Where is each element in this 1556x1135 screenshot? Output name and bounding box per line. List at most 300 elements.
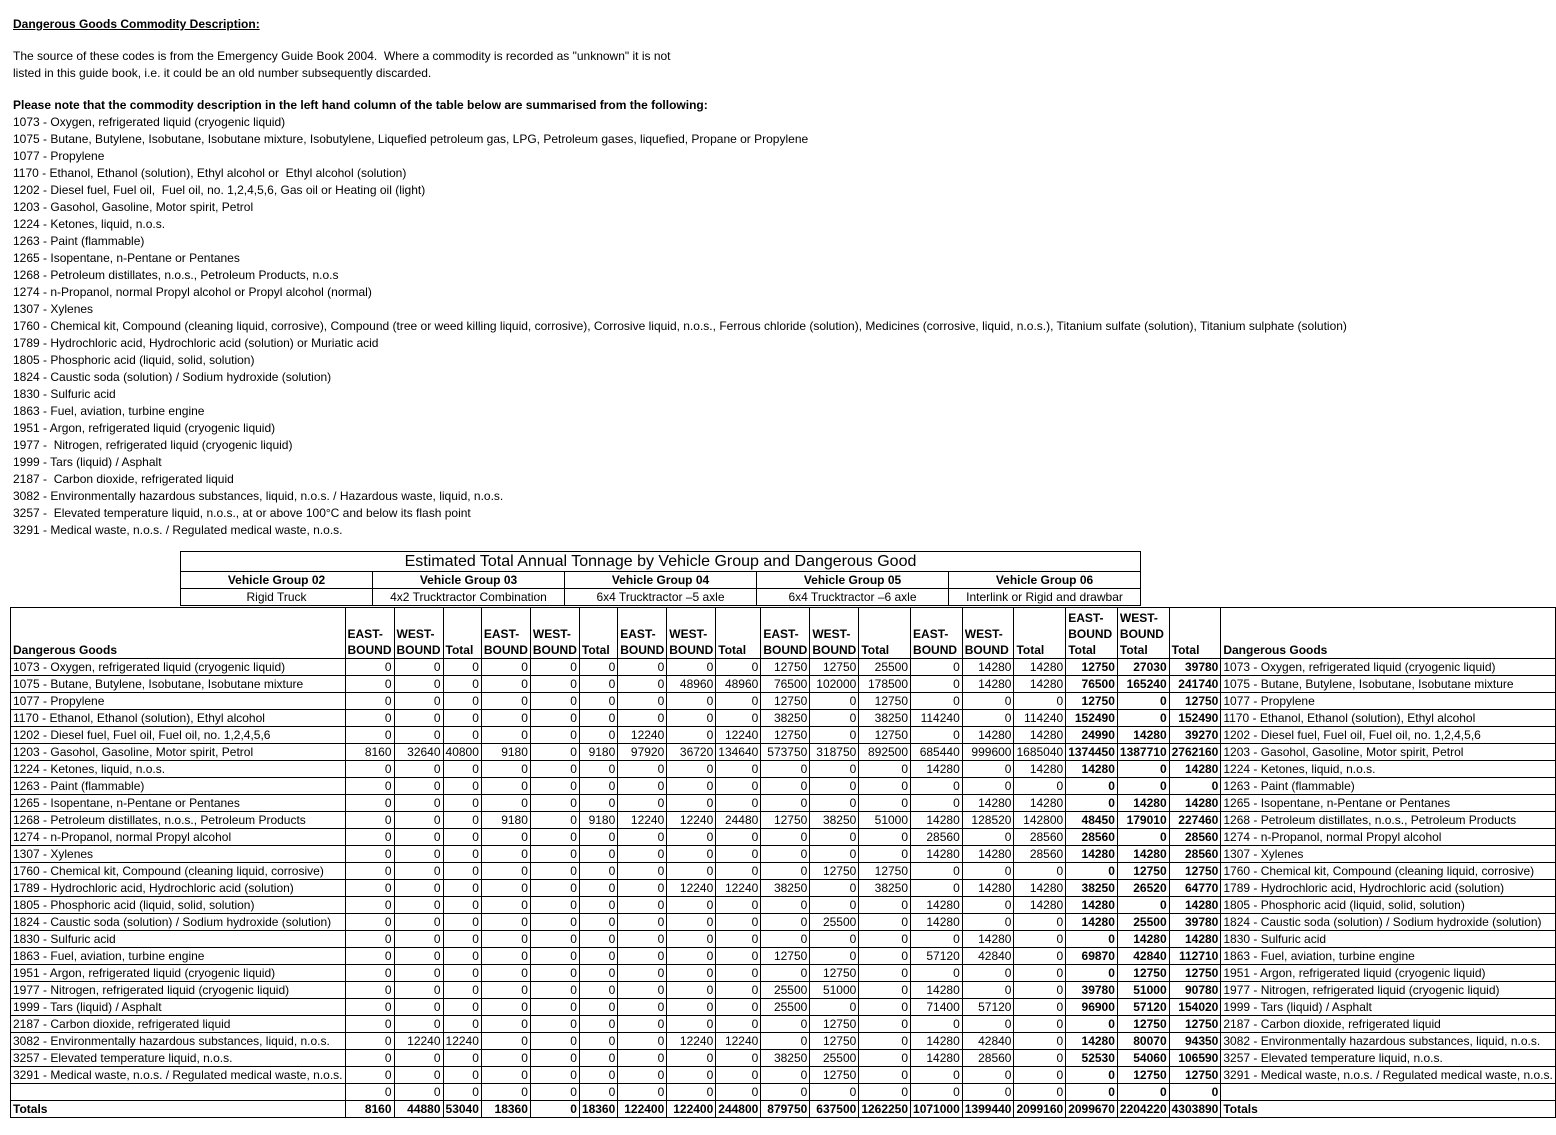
cell-value: 14280 — [1066, 914, 1118, 931]
col-header-east-total: EAST- BOUND Total — [1066, 608, 1118, 659]
cell-value: 12750 — [1169, 1067, 1221, 1084]
col-header-grand-total: Total — [1169, 608, 1221, 659]
cell-value: 0 — [481, 676, 530, 693]
cell-value: 0 — [911, 880, 963, 897]
cell-value: 0 — [911, 863, 963, 880]
cell-value: 12750 — [810, 1016, 859, 1033]
cell-value: 14280 — [911, 914, 963, 931]
cell-value: 14280 — [1169, 897, 1221, 914]
table-row — [11, 778, 1556, 795]
table-row — [11, 795, 1556, 812]
cell-value: 0 — [443, 1067, 481, 1084]
cell-value: 0 — [716, 931, 761, 948]
cell-value: 0 — [530, 659, 579, 676]
cell-value: 0 — [394, 931, 443, 948]
cell-value: 12750 — [1066, 693, 1118, 710]
row-label: 1977 - Nitrogen, refrigerated liquid (cryogenic liquid) — [11, 982, 346, 999]
total-value: 8160 — [345, 1101, 394, 1118]
cell-value: 69870 — [1066, 948, 1118, 965]
table-row — [11, 846, 1556, 863]
cell-value: 14280 — [1117, 727, 1169, 744]
row-label: 1307 - Xylenes — [11, 846, 346, 863]
table-row — [11, 1067, 1556, 1084]
cell-value: 0 — [618, 863, 667, 880]
cell-value: 0 — [579, 1084, 617, 1101]
cell-value: 0 — [810, 880, 859, 897]
cell-value: 0 — [443, 931, 481, 948]
code-line: 1824 - Caustic soda (solution) / Sodium hydroxide (solution) — [13, 370, 332, 384]
cell-value: 14280 — [911, 1050, 963, 1067]
cell-value: 0 — [345, 1016, 394, 1033]
cell-value: 12750 — [810, 1033, 859, 1050]
row-label: 1951 - Argon, refrigerated liquid (cryogenic liquid) — [11, 965, 346, 982]
table-row — [11, 1016, 1556, 1033]
table-row — [11, 761, 1556, 778]
row-label: 1170 - Ethanol, Ethanol (solution), Ethyl alcohol — [11, 710, 346, 727]
cell-value: 0 — [530, 761, 579, 778]
cell-value: 0 — [345, 795, 394, 812]
cell-value: 0 — [394, 710, 443, 727]
code-line: 1307 - Xylenes — [13, 302, 94, 316]
cell-value: 0 — [481, 1033, 530, 1050]
cell-value: 14280 — [1066, 846, 1118, 863]
cell-value: 0 — [810, 829, 859, 846]
cell-value: 14280 — [1117, 795, 1169, 812]
cell-value: 0 — [443, 863, 481, 880]
code-line: 1268 - Petroleum distillates, n.o.s., Petroleum Products, n.o.s — [13, 268, 339, 282]
cell-value: 0 — [443, 914, 481, 931]
cell-value: 0 — [481, 999, 530, 1016]
cell-value: 0 — [481, 1050, 530, 1067]
table-row — [11, 693, 1556, 710]
cell-value: 152490 — [1169, 710, 1221, 727]
cell-value: 0 — [810, 778, 859, 795]
cell-value: 0 — [481, 965, 530, 982]
cell-value: 0 — [345, 676, 394, 693]
total-value: 122400 — [618, 1101, 667, 1118]
cell-value: 12750 — [761, 659, 810, 676]
cell-value: 0 — [530, 863, 579, 880]
cell-value: 0 — [345, 863, 394, 880]
total-value: 1399440 — [962, 1101, 1014, 1118]
cell-value: 0 — [443, 1084, 481, 1101]
cell-value: 0 — [481, 1084, 530, 1101]
cell-value: 0 — [530, 829, 579, 846]
cell-value: 14280 — [962, 676, 1014, 693]
cell-value: 12750 — [810, 1067, 859, 1084]
totals-label: Totals — [11, 1101, 346, 1118]
cell-value: 0 — [962, 1016, 1014, 1033]
cell-value: 0 — [530, 710, 579, 727]
cell-value: 14280 — [1014, 880, 1066, 897]
cell-value: 0 — [618, 693, 667, 710]
cell-value: 165240 — [1117, 676, 1169, 693]
col-header-east: EAST- BOUND — [618, 608, 667, 659]
cell-value: 51000 — [1117, 982, 1169, 999]
cell-value: 114240 — [1014, 710, 1066, 727]
notes-section — [13, 16, 1493, 539]
cell-value: 0 — [530, 948, 579, 965]
cell-value: 0 — [761, 863, 810, 880]
cell-value: 9180 — [481, 812, 530, 829]
table-row — [11, 931, 1556, 948]
code-line: 1789 - Hydrochloric acid, Hydrochloric acid (solution) or Muriatic acid — [13, 336, 379, 350]
row-label-right: 1977 - Nitrogen, refrigerated liquid (cryogenic liquid) — [1221, 982, 1556, 999]
code-line: 1263 - Paint (flammable) — [13, 234, 145, 248]
cell-value: 48960 — [716, 676, 761, 693]
table-row — [11, 1084, 1556, 1101]
row-label: 1265 - Isopentane, n-Pentane or Pentanes — [11, 795, 346, 812]
cell-value: 12750 — [1169, 965, 1221, 982]
cell-value: 0 — [394, 965, 443, 982]
cell-value: 12240 — [667, 812, 716, 829]
cell-value: 0 — [579, 795, 617, 812]
row-label-right: 1951 - Argon, refrigerated liquid (cryogenic liquid) — [1221, 965, 1556, 982]
cell-value: 28560 — [962, 1050, 1014, 1067]
cell-value: 0 — [761, 897, 810, 914]
row-label-right: 1077 - Propylene — [1221, 693, 1556, 710]
cell-value: 0 — [345, 982, 394, 999]
cell-value: 14280 — [1014, 795, 1066, 812]
group-name: Vehicle Group 03 — [373, 572, 565, 589]
cell-value: 2762160 — [1169, 744, 1221, 761]
cell-value: 0 — [394, 1084, 443, 1101]
cell-value: 0 — [579, 727, 617, 744]
row-label: 1075 - Butane, Butylene, Isobutane, Isobutane mixture — [11, 676, 346, 693]
cell-value: 28560 — [911, 829, 963, 846]
row-label: 3291 - Medical waste, n.o.s. / Regulated medical waste, n.o.s. — [11, 1067, 346, 1084]
cell-value: 178500 — [859, 676, 911, 693]
row-label: 1073 - Oxygen, refrigerated liquid (cryogenic liquid) — [11, 659, 346, 676]
cell-value: 0 — [667, 761, 716, 778]
cell-value: 14280 — [911, 1033, 963, 1050]
cell-value: 0 — [443, 676, 481, 693]
cell-value: 0 — [859, 1033, 911, 1050]
cell-value: 0 — [1117, 710, 1169, 727]
cell-value: 0 — [394, 795, 443, 812]
cell-value: 0 — [962, 1067, 1014, 1084]
cell-value: 0 — [443, 761, 481, 778]
cell-value: 0 — [394, 1067, 443, 1084]
cell-value: 42840 — [962, 948, 1014, 965]
cell-value: 0 — [345, 965, 394, 982]
row-label: 1203 - Gasohol, Gasoline, Motor spirit, Petrol — [11, 744, 346, 761]
row-label: 1274 - n-Propanol, normal Propyl alcohol — [11, 829, 346, 846]
row-label-right: 1760 - Chemical kit, Compound (cleaning liquid, corrosive) — [1221, 863, 1556, 880]
cell-value: 0 — [345, 1084, 394, 1101]
cell-value: 0 — [716, 999, 761, 1016]
table-row — [11, 999, 1556, 1016]
table-row — [11, 982, 1556, 999]
note-heading: Please note that the commodity description in the left hand column of the table below are summarised from the following: — [13, 98, 708, 112]
cell-value: 0 — [530, 880, 579, 897]
cell-value: 0 — [716, 863, 761, 880]
cell-value: 14280 — [911, 897, 963, 914]
cell-value: 0 — [859, 914, 911, 931]
row-label-right: 1805 - Phosphoric acid (liquid, solid, solution) — [1221, 897, 1556, 914]
cell-value: 12750 — [761, 727, 810, 744]
cell-value: 76500 — [761, 676, 810, 693]
cell-value: 0 — [579, 1016, 617, 1033]
cell-value: 0 — [481, 931, 530, 948]
cell-value: 12750 — [859, 727, 911, 744]
cell-value: 0 — [716, 914, 761, 931]
cell-value: 48960 — [667, 676, 716, 693]
cell-value: 14280 — [962, 931, 1014, 948]
cell-value: 14280 — [911, 812, 963, 829]
cell-value: 0 — [911, 931, 963, 948]
cell-value: 12240 — [716, 727, 761, 744]
cell-value: 38250 — [761, 710, 810, 727]
cell-value: 94350 — [1169, 1033, 1221, 1050]
cell-value: 0 — [810, 931, 859, 948]
cell-value: 14280 — [1014, 897, 1066, 914]
cell-value: 0 — [716, 1067, 761, 1084]
table-row — [11, 829, 1556, 846]
cell-value: 25500 — [1117, 914, 1169, 931]
cell-value: 0 — [443, 727, 481, 744]
row-label-right: 1307 - Xylenes — [1221, 846, 1556, 863]
cell-value: 0 — [394, 846, 443, 863]
cell-value: 0 — [1014, 982, 1066, 999]
cell-value: 112710 — [1169, 948, 1221, 965]
cell-value: 0 — [1117, 1084, 1169, 1101]
cell-value: 0 — [345, 761, 394, 778]
cell-value: 0 — [443, 982, 481, 999]
cell-value: 12750 — [810, 965, 859, 982]
row-label: 1863 - Fuel, aviation, turbine engine — [11, 948, 346, 965]
cell-value: 38250 — [761, 1050, 810, 1067]
cell-value: 0 — [1014, 778, 1066, 795]
row-label — [11, 1084, 346, 1101]
cell-value: 0 — [1014, 1050, 1066, 1067]
cell-value: 0 — [911, 1084, 963, 1101]
row-label-right: 1789 - Hydrochloric acid, Hydrochloric acid (solution) — [1221, 880, 1556, 897]
cell-value: 102000 — [810, 676, 859, 693]
cell-value: 0 — [761, 1033, 810, 1050]
cell-value: 0 — [810, 897, 859, 914]
cell-value: 0 — [345, 846, 394, 863]
table-row — [11, 914, 1556, 931]
table-row — [11, 659, 1556, 676]
cell-value: 0 — [618, 999, 667, 1016]
cell-value: 0 — [579, 999, 617, 1016]
cell-value: 0 — [1014, 948, 1066, 965]
cell-value: 0 — [530, 676, 579, 693]
cell-value: 0 — [579, 931, 617, 948]
cell-value: 0 — [443, 1016, 481, 1033]
row-label: 1268 - Petroleum distillates, n.o.s., Petroleum Products — [11, 812, 346, 829]
cell-value: 0 — [859, 778, 911, 795]
totals-label-right: Totals — [1221, 1101, 1556, 1118]
table-row — [11, 727, 1556, 744]
cell-value: 0 — [667, 914, 716, 931]
cell-value: 1387710 — [1117, 744, 1169, 761]
code-line: 1999 - Tars (liquid) / Asphalt — [13, 455, 162, 469]
cell-value: 0 — [345, 999, 394, 1016]
cell-value: 0 — [761, 795, 810, 812]
cell-value: 0 — [859, 965, 911, 982]
cell-value: 0 — [481, 846, 530, 863]
cell-value: 0 — [859, 1050, 911, 1067]
group-name: Vehicle Group 02 — [181, 572, 373, 589]
cell-value: 0 — [667, 693, 716, 710]
code-line: 1075 - Butane, Butylene, Isobutane, Isobutane mixture, Isobutylene, Liquefied petroleum gas, LPG, Petroleum gases, liquefied, Propane or Propylene — [13, 132, 809, 146]
cell-value: 0 — [859, 999, 911, 1016]
cell-value: 0 — [1014, 914, 1066, 931]
col-header-total: Total — [859, 608, 911, 659]
cell-value: 0 — [1014, 1067, 1066, 1084]
row-label: 1263 - Paint (flammable) — [11, 778, 346, 795]
total-value: 53040 — [443, 1101, 481, 1118]
cell-value: 0 — [716, 965, 761, 982]
table-row — [11, 965, 1556, 982]
cell-value: 0 — [618, 1050, 667, 1067]
cell-value: 0 — [859, 1084, 911, 1101]
col-header-west: WEST- BOUND — [530, 608, 579, 659]
cell-value: 999600 — [962, 744, 1014, 761]
cell-value: 14280 — [1014, 676, 1066, 693]
cell-value: 0 — [962, 778, 1014, 795]
cell-value: 0 — [716, 693, 761, 710]
cell-value: 0 — [481, 863, 530, 880]
cell-value: 0 — [345, 778, 394, 795]
cell-value: 0 — [530, 1084, 579, 1101]
cell-value: 0 — [394, 829, 443, 846]
cell-value: 0 — [345, 948, 394, 965]
cell-value: 0 — [911, 693, 963, 710]
cell-value: 0 — [667, 1050, 716, 1067]
cell-value: 0 — [394, 676, 443, 693]
cell-value: 8160 — [345, 744, 394, 761]
cell-value: 0 — [716, 982, 761, 999]
cell-value: 14280 — [962, 880, 1014, 897]
cell-value: 0 — [962, 693, 1014, 710]
cell-value: 51000 — [810, 982, 859, 999]
code-line: 1224 - Ketones, liquid, n.o.s. — [13, 217, 166, 231]
cell-value: 573750 — [761, 744, 810, 761]
cell-value: 12240 — [716, 1033, 761, 1050]
cell-value: 0 — [761, 1084, 810, 1101]
cell-value: 39780 — [1066, 982, 1118, 999]
cell-value: 0 — [579, 846, 617, 863]
row-label: 1077 - Propylene — [11, 693, 346, 710]
code-list — [13, 114, 1493, 539]
cell-value: 0 — [394, 914, 443, 931]
cell-value: 12750 — [859, 863, 911, 880]
group-desc: Interlink or Rigid and drawbar — [949, 589, 1141, 606]
cell-value: 42840 — [1117, 948, 1169, 965]
cell-value: 0 — [481, 710, 530, 727]
cell-value: 48450 — [1066, 812, 1118, 829]
table-row — [11, 744, 1556, 761]
cell-value: 12750 — [761, 948, 810, 965]
cell-value: 14280 — [1066, 897, 1118, 914]
cell-value: 0 — [394, 1050, 443, 1067]
row-label-right: 1999 - Tars (liquid) / Asphalt — [1221, 999, 1556, 1016]
cell-value: 0 — [667, 829, 716, 846]
total-value: 44880 — [394, 1101, 443, 1118]
cell-value: 0 — [716, 795, 761, 812]
cell-value: 0 — [345, 931, 394, 948]
row-label: 1999 - Tars (liquid) / Asphalt — [11, 999, 346, 1016]
cell-value: 0 — [443, 659, 481, 676]
cell-value: 0 — [667, 965, 716, 982]
cell-value: 12240 — [667, 1033, 716, 1050]
cell-value: 892500 — [859, 744, 911, 761]
cell-value: 0 — [618, 710, 667, 727]
cell-value: 0 — [1066, 965, 1118, 982]
cell-value: 0 — [481, 795, 530, 812]
cell-value: 0 — [481, 982, 530, 999]
cell-value: 0 — [618, 1033, 667, 1050]
cell-value: 0 — [394, 812, 443, 829]
row-label-right: 1830 - Sulfuric acid — [1221, 931, 1556, 948]
cell-value: 0 — [667, 795, 716, 812]
cell-value: 0 — [1117, 761, 1169, 778]
cell-value: 0 — [481, 914, 530, 931]
cell-value: 14280 — [962, 795, 1014, 812]
cell-value: 0 — [761, 1067, 810, 1084]
cell-value: 179010 — [1117, 812, 1169, 829]
cell-value: 28560 — [1066, 829, 1118, 846]
group-name: Vehicle Group 04 — [565, 572, 757, 589]
row-label-right: 1263 - Paint (flammable) — [1221, 778, 1556, 795]
cell-value: 0 — [530, 846, 579, 863]
cell-value: 24480 — [716, 812, 761, 829]
cell-value: 0 — [530, 778, 579, 795]
cell-value: 0 — [1014, 1016, 1066, 1033]
cell-value: 0 — [716, 1016, 761, 1033]
cell-value: 28560 — [1169, 846, 1221, 863]
cell-value: 14280 — [1169, 761, 1221, 778]
cell-value: 0 — [618, 948, 667, 965]
cell-value: 14280 — [1014, 761, 1066, 778]
cell-value: 0 — [345, 1050, 394, 1067]
row-label: 2187 - Carbon dioxide, refrigerated liquid — [11, 1016, 346, 1033]
cell-value: 12240 — [667, 880, 716, 897]
cell-value: 0 — [530, 965, 579, 982]
cell-value: 0 — [579, 659, 617, 676]
table-header — [180, 551, 1141, 606]
cell-value: 0 — [394, 693, 443, 710]
row-label-right: 3082 - Environmentally hazardous substances, liquid, n.o.s. — [1221, 1033, 1556, 1050]
cell-value: 0 — [667, 1084, 716, 1101]
cell-value: 0 — [761, 914, 810, 931]
col-header-west: WEST- BOUND — [810, 608, 859, 659]
table-row — [11, 812, 1556, 829]
code-line: 1977 - Nitrogen, refrigerated liquid (cryogenic liquid) — [13, 438, 293, 452]
cell-value: 0 — [530, 982, 579, 999]
cell-value: 0 — [443, 812, 481, 829]
cell-value: 0 — [962, 982, 1014, 999]
cell-value: 0 — [761, 965, 810, 982]
code-line: 3082 - Environmentally hazardous substances, liquid, n.o.s. / Hazardous waste, liquid, n.o.s. — [13, 489, 504, 503]
cell-value: 0 — [1014, 1084, 1066, 1101]
cell-value: 0 — [810, 727, 859, 744]
cell-value: 0 — [1117, 897, 1169, 914]
cell-value: 0 — [579, 914, 617, 931]
cell-value: 57120 — [962, 999, 1014, 1016]
cell-value: 0 — [394, 1016, 443, 1033]
cell-value: 0 — [481, 778, 530, 795]
cell-value: 0 — [443, 778, 481, 795]
cell-value: 12240 — [443, 1033, 481, 1050]
cell-value: 14280 — [1014, 659, 1066, 676]
col-header-total: Total — [716, 608, 761, 659]
table-row — [11, 897, 1556, 914]
col-header-east: EAST- BOUND — [345, 608, 394, 659]
